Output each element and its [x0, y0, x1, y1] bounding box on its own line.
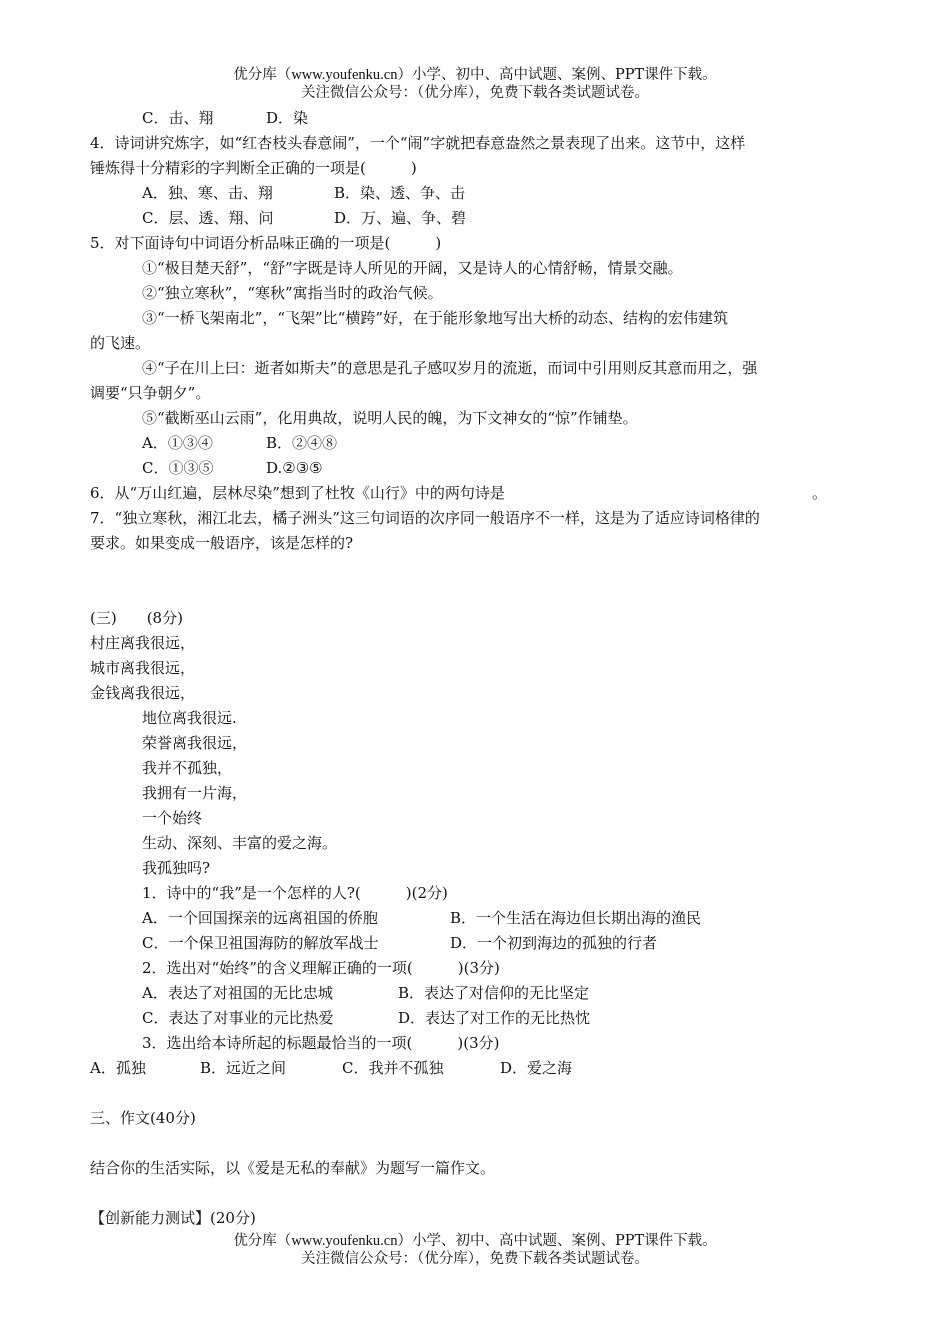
- poem-line: 地位离我很远.: [142, 709, 237, 727]
- q5-option-a: A．①③④: [142, 434, 213, 452]
- header-line2: 关注微信公众号：（优分库），免费下载各类试题试卷。: [301, 1251, 649, 1267]
- q4-option-b: B．染、透、争、击: [334, 184, 466, 202]
- page-header-top: [0, 66, 950, 102]
- q5-option-b: B．②④⑧: [266, 434, 338, 452]
- q5-stem: 5．对下面诗句中词语分析品味正确的一项是( ): [90, 234, 442, 252]
- essay-prompt: 结合你的生活实际，以《爱是无私的奉献》为题写一篇作文。: [90, 1159, 496, 1177]
- q5-item-2: ②“独立寒秋”，“寒秋”寓指当时的政治气候。: [142, 284, 443, 302]
- poem-line: 金钱离我很远，: [90, 684, 196, 702]
- q5-item-3-line1: ③“一桥飞架南北”，“飞架”比“横跨”好，在于能形象地写出大桥的动态、结构的宏伟建筑: [142, 309, 729, 327]
- part3-q1-option-a: A．一个回国探亲的远离祖国的侨胞: [142, 909, 378, 927]
- part3-q3-option-d: D．爱之海: [500, 1059, 573, 1077]
- poem-line: 我并不孤独，: [142, 759, 233, 777]
- q4-option-a: A．独、寒、击、翔: [142, 184, 273, 202]
- part3-q3-option-a: A．孤独: [90, 1059, 146, 1077]
- q4-option-d: D．万、遍、争、碧: [334, 209, 467, 227]
- q5-option-c: C．①③⑤: [142, 459, 214, 477]
- part3-q1-option-b: B．一个生活在海边但长期出海的渔民: [450, 909, 702, 927]
- part3-q1-stem: 1．诗中的“我”是一个怎样的人?( )(2分): [142, 884, 448, 902]
- page-header-bottom: [0, 1232, 950, 1268]
- header-line1-prefix: 优分库（: [233, 1233, 292, 1249]
- part3-q1-option-d: D．一个初到海边的孤独的行者: [450, 934, 658, 952]
- part3-q2-option-c: C．表达了对事业的元比热爱: [142, 1009, 334, 1027]
- q5-item-4-line2: 调要“只争朝夕”。: [90, 384, 211, 402]
- q5-item-1: ①“极目楚天舒”，“舒”字既是诗人所见的开阔，又是诗人的心情舒畅，情景交融。: [142, 259, 683, 277]
- q7-stem-line2: 要求。如果变成一般语序，该是怎样的?: [90, 534, 354, 552]
- poem-line: 生动、深刻、丰富的爱之海。: [142, 834, 338, 852]
- header-url: www.youfenku.cn: [291, 67, 398, 83]
- q6-period: 。: [812, 484, 828, 502]
- innovation-test-title: 【创新能力测试】(20分): [90, 1209, 256, 1227]
- part3-q3-option-c: C．我并不孤独: [342, 1059, 444, 1077]
- poem-line: 荣誉离我很远，: [142, 734, 248, 752]
- poem-line: 我拥有一片海，: [142, 784, 248, 802]
- q5-item-5: ⑤“截断巫山云雨”，化用典故，说明人民的魄，为下文神女的“惊”作铺垫。: [142, 409, 638, 427]
- q4-stem-line1: 4．诗词讲究炼字，如“红杏枝头春意闹”，一个“闹”字就把春意盎然之景表现了出来。这节中，这样: [90, 134, 746, 152]
- part3-q3-option-b: B．远近之间: [200, 1059, 287, 1077]
- poem-line: 城市离我很远，: [90, 659, 196, 677]
- header-line1-suffix: ）小学、初中、高中试题、案例、PPT课件下载。: [397, 1233, 717, 1249]
- q5-item-3-line2: 的飞速。: [90, 334, 151, 352]
- poem-line: 我孤独吗?: [142, 859, 211, 877]
- header-line1-prefix: 优分库（: [233, 67, 292, 83]
- part3-q2-stem: 2．选出对“始终”的含义理解正确的一项( )(3分): [142, 959, 500, 977]
- q5-item-4-line1: ④“子在川上曰：逝者如斯夫”的意思是孔子感叹岁月的流逝，而词中引用则反其意而用之，强: [142, 359, 758, 377]
- q3-option-c: C．击、翔: [142, 109, 214, 127]
- part3-q2-option-b: B．表达了对信仰的无比坚定: [398, 984, 590, 1002]
- q4-stem-line2: 锤炼得十分精彩的字判断全正确的一项是( ): [90, 159, 417, 177]
- header-line1-suffix: ）小学、初中、高中试题、案例、PPT课件下载。: [397, 67, 717, 83]
- q7-stem-line1: 7．“独立寒秋，湘江北去，橘子洲头”这三句词语的次序同一般语序不一样，这是为了适应诗词格律的: [90, 509, 760, 527]
- q5-option-d: D.②③⑤: [266, 459, 323, 477]
- header-url: www.youfenku.cn: [291, 1233, 398, 1249]
- poem-line: 一个始终: [142, 809, 203, 827]
- q6-stem: 6．从“万山红遍，层林尽染”想到了杜牧《山行》中的两句诗是: [90, 484, 505, 502]
- part3-q1-option-c: C．一个保卫祖国海防的解放军战士: [142, 934, 379, 952]
- part3-title: (三) (8分): [90, 609, 183, 627]
- header-line2: 关注微信公众号：（优分库），免费下载各类试题试卷。: [301, 85, 649, 101]
- part3-q2-option-d: D．表达了对工作的无比热忱: [398, 1009, 591, 1027]
- poem-line: 村庄离我很远，: [90, 634, 196, 652]
- part3-q2-option-a: A．表达了对祖国的无比忠城: [142, 984, 333, 1002]
- q3-option-d: D．染: [266, 109, 309, 127]
- part3-q3-stem: 3．选出给本诗所起的标题最恰当的一项( )(3分): [142, 1034, 500, 1052]
- essay-title: 三、作文(40分): [90, 1109, 196, 1127]
- q4-option-c: C．层、透、翔、问: [142, 209, 274, 227]
